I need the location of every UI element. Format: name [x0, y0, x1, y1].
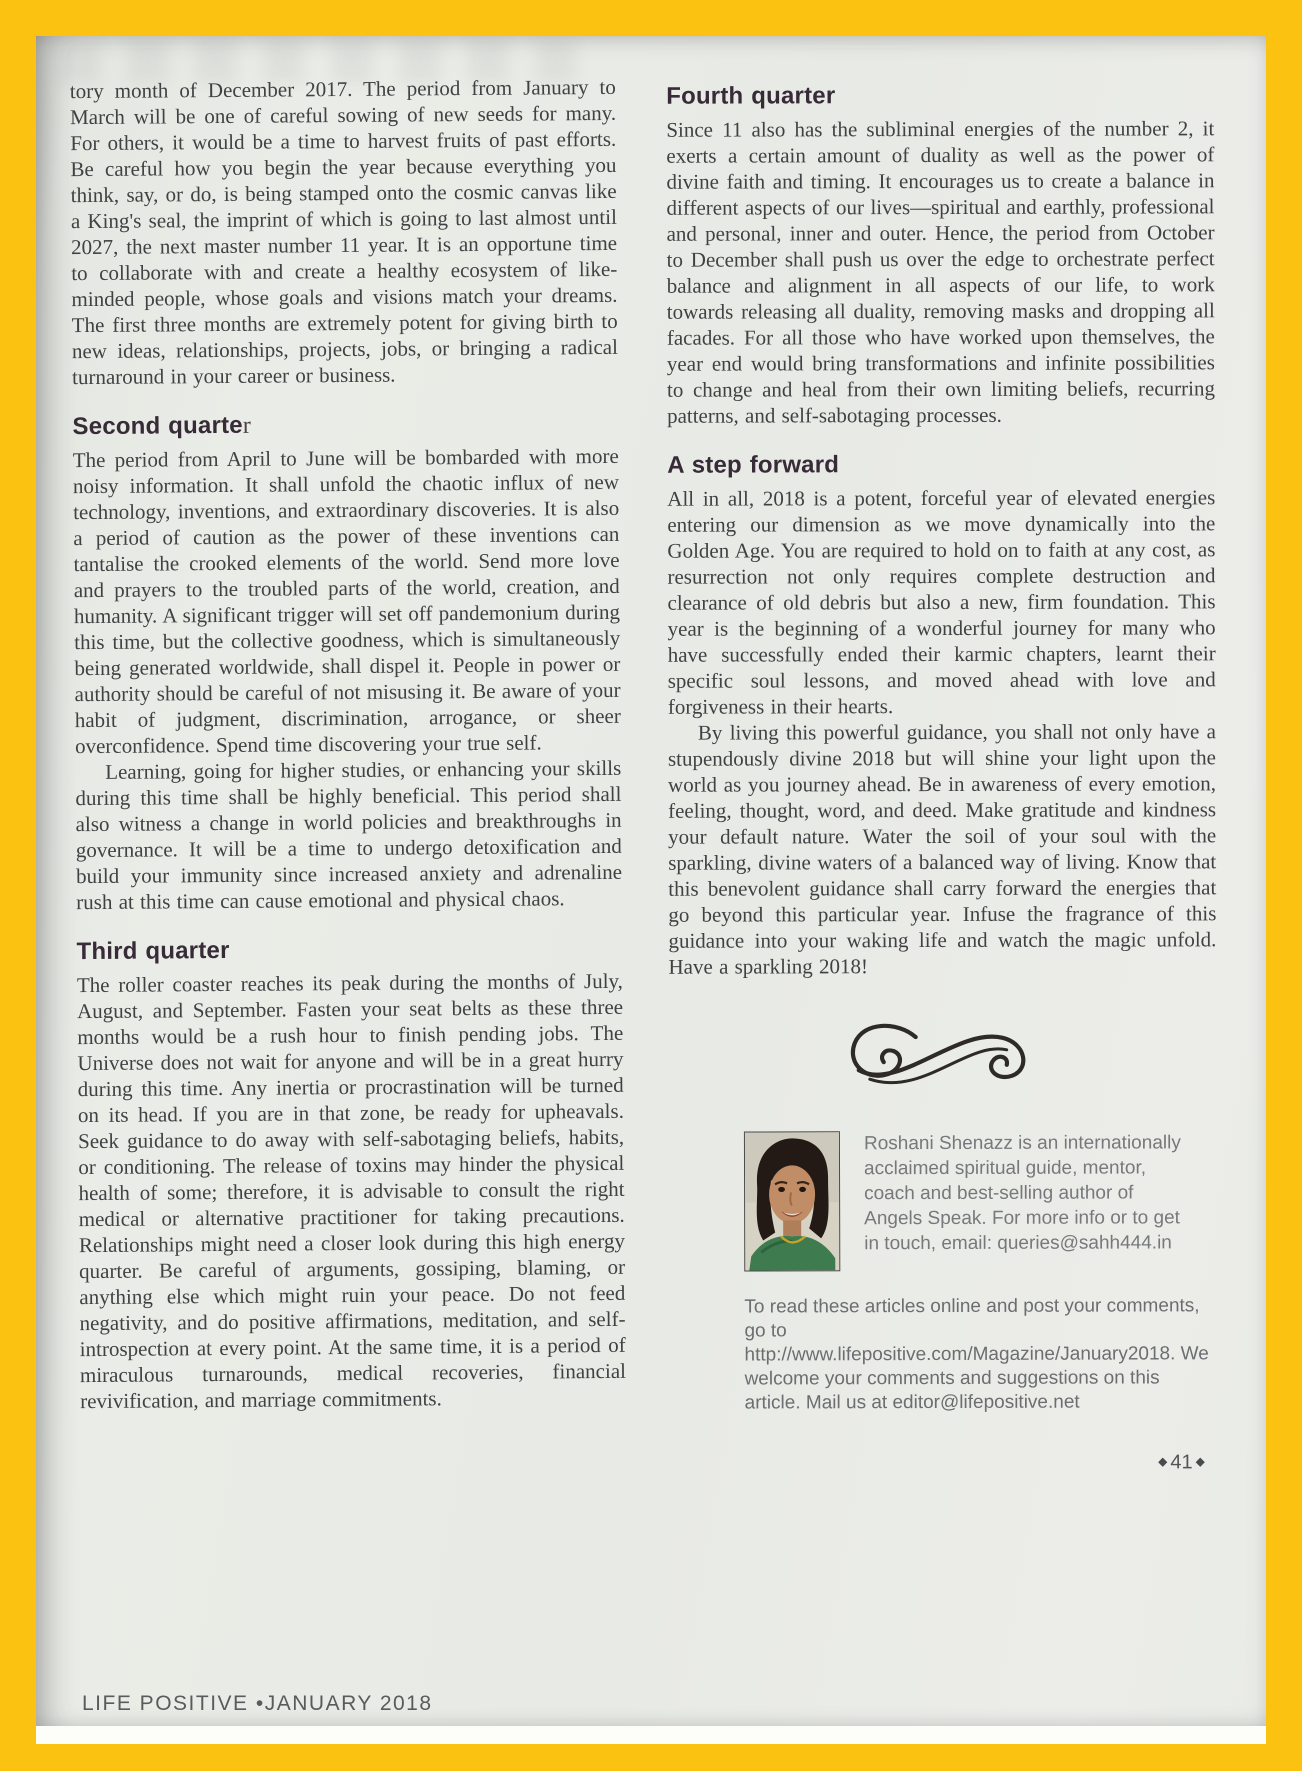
right-column [666, 81, 1218, 1476]
page-number-value: 41 [1170, 1451, 1193, 1474]
diamond-icon: ◆ [1158, 1454, 1168, 1469]
second-quarter-paragraph-2: Learning, going for higher studies, or enhancing your skills during this time shall be highly beneficial. This period shall also witness a change in world policies and breakthroughs in governance. It will be a time to undergo detoxification and build your immunity since increased anxiety and adrenaline rush at this time can cause emotional and physical chaos. [75, 755, 623, 915]
section-heading-second-quarter [72, 409, 618, 441]
magazine-footer: LIFE POSITIVE •JANUARY 2018 [82, 1692, 433, 1715]
editor-note: To read these articles online and post your comments, go to http://www.lifepositive.com/Magazine/January2018. We welcome your comments and suggestions on this article. Mail us at editor@lifepositive.net [744, 1295, 1209, 1414]
heading-bold-part: A step forward [667, 451, 840, 479]
author-bio [744, 1130, 1217, 1271]
third-quarter-paragraph-1: The roller coaster reaches its peak during the months of July, August, and September. Fasten your seat belts as these three months would be a rush hour to finish pending jobs. The Universe does not wait for anyone and will be in a great hurry during this time. Any inertia or procrastination will be turned on its head. If you are in that zone, be ready for upheavals. Seek guidance to do away with self-sabotaging beliefs, habits, or conditioning. The release of toxins may hinder the physical health of some; therefore, it is advisable to consult the right medical or alternative practitioner for taking precautions. Relationships might need a closer look during this high energy quarter. Be careful of arguments, gossiping, blaming, or anything else which might ruin your peace. Do not feed negativity, and do positive affirmations, meditation, and self-introspection at every point. At the same time, it is a period of miraculous turnarounds, medical recoveries, financial revivification, and marriage commitments. [76, 968, 627, 1414]
magazine-page [36, 36, 1266, 1726]
fourth-quarter-paragraph-1: Since 11 also has the subliminal energies of the number 2, it exerts a certain amount of duality as well as the power of divine faith and timing. It encourages us to create a balance in different aspects of our lives—spiritual and earthly, professional and personal, inner and outer. Hence, the period from October to December shall push us over the edge to orchestrate perfect balance and alignment in all aspects of our life, to work towards releasing all duality, removing masks and dropping all facades. For all those who have worked upon themselves, the year end would bring transformations and infinite possibilities to change and heal from their own limiting beliefs, recurring patterns, and self-sabotaging processes. [666, 116, 1216, 428]
heading-bold-part: Third quarter [76, 936, 230, 966]
section-heading-third-quarter [77, 934, 623, 966]
author-bio-text: Roshani Shenazz is an internationally acclaimed spiritual guide, mentor, coach and best-selling author of Angels Speak. For more info or to get in touch, email: queries@sahh444.in [863, 1132, 1181, 1255]
left-column [70, 74, 626, 1414]
section-heading-fourth-quarter [666, 81, 1214, 110]
scan-backing [36, 36, 1266, 1744]
heading-bold-part: Second quarte [72, 411, 243, 441]
second-quarter-paragraph-1: The period from April to June will be bombarded with more noisy information. It shall unfold the chaotic influx of new technology, inventions, and extraordinary discoveries. It is also a period of caution as the power of these inventions can tantalise the crooked elements of the world. Send more love and prayers to the troubled parts of the world, creation, and humanity. A significant trigger will set off pandemonium during this time, but the collective goodness, which is simultaneously being generated worldwide, shall dispel it. People in power or authority should be careful of not misusing it. Be aware of your habit of judgment, discrimination, arrogance, or sheer overconfidence. Spend time discovering your true self. [72, 443, 621, 759]
intro-continuation-paragraph: tory month of December 2017. The period from January to March will be one of careful sowing of new seeds for many. For others, it would be a time to harvest fruits of past efforts. Be careful how you begin the year because everything you think, say, or do, is being stamped onto the cosmic canvas like a King's seal, the imprint of which is going to last almost until 2027, the next master number 11 year. It is an opportune time to collaborate with and create a healthy ecosystem of like-minded people, whose goals and visions match your dreams. The first three months are extremely potent for giving birth to new ideas, relationships, projects, jobs, or bringing a radical turnaround in your career or business. [69, 74, 618, 390]
heading-bold-part: Fourth quarter [666, 82, 836, 110]
section-heading-a-step-forward [667, 450, 1215, 479]
heading-tail-part: r [242, 412, 252, 439]
a-step-forward-paragraph-2: By living this powerful guidance, you shall not only have a stupendously divine 2018 but will shine your light upon the world as you journey ahead. Be in awareness of every emotion, feeling, thought, word, and deed. Make gratitude and kindness your default nature. Water the soil of your soul with the sparkling, divine waters of a balanced way of living. Know that this benevolent guidance shall carry forward the energies that go beyond this particular year. Infuse the fragrance of this guidance into your waking life and watch the magic unfold. Have a sparkling 2018! [667, 719, 1217, 979]
page-number [670, 1448, 1218, 1476]
a-step-forward-paragraph-1: All in all, 2018 is a potent, forceful year of elevated energies entering our dimension as we move dynamically into the Golden Age. You are required to hold on to faith at any cost, as resurrection not only requires complete destruction and clearance of old debris but also a new, firm foundation. This year is the beginning of a wonderful journey for many who have successfully ended their karmic chapters, learnt their specific soul lessons, and moved ahead with love and forgiveness in their hearts. [667, 485, 1216, 719]
diamond-icon: ◆ [1195, 1454, 1205, 1469]
author-photo [744, 1131, 840, 1271]
flourish-icon [669, 1012, 1217, 1105]
